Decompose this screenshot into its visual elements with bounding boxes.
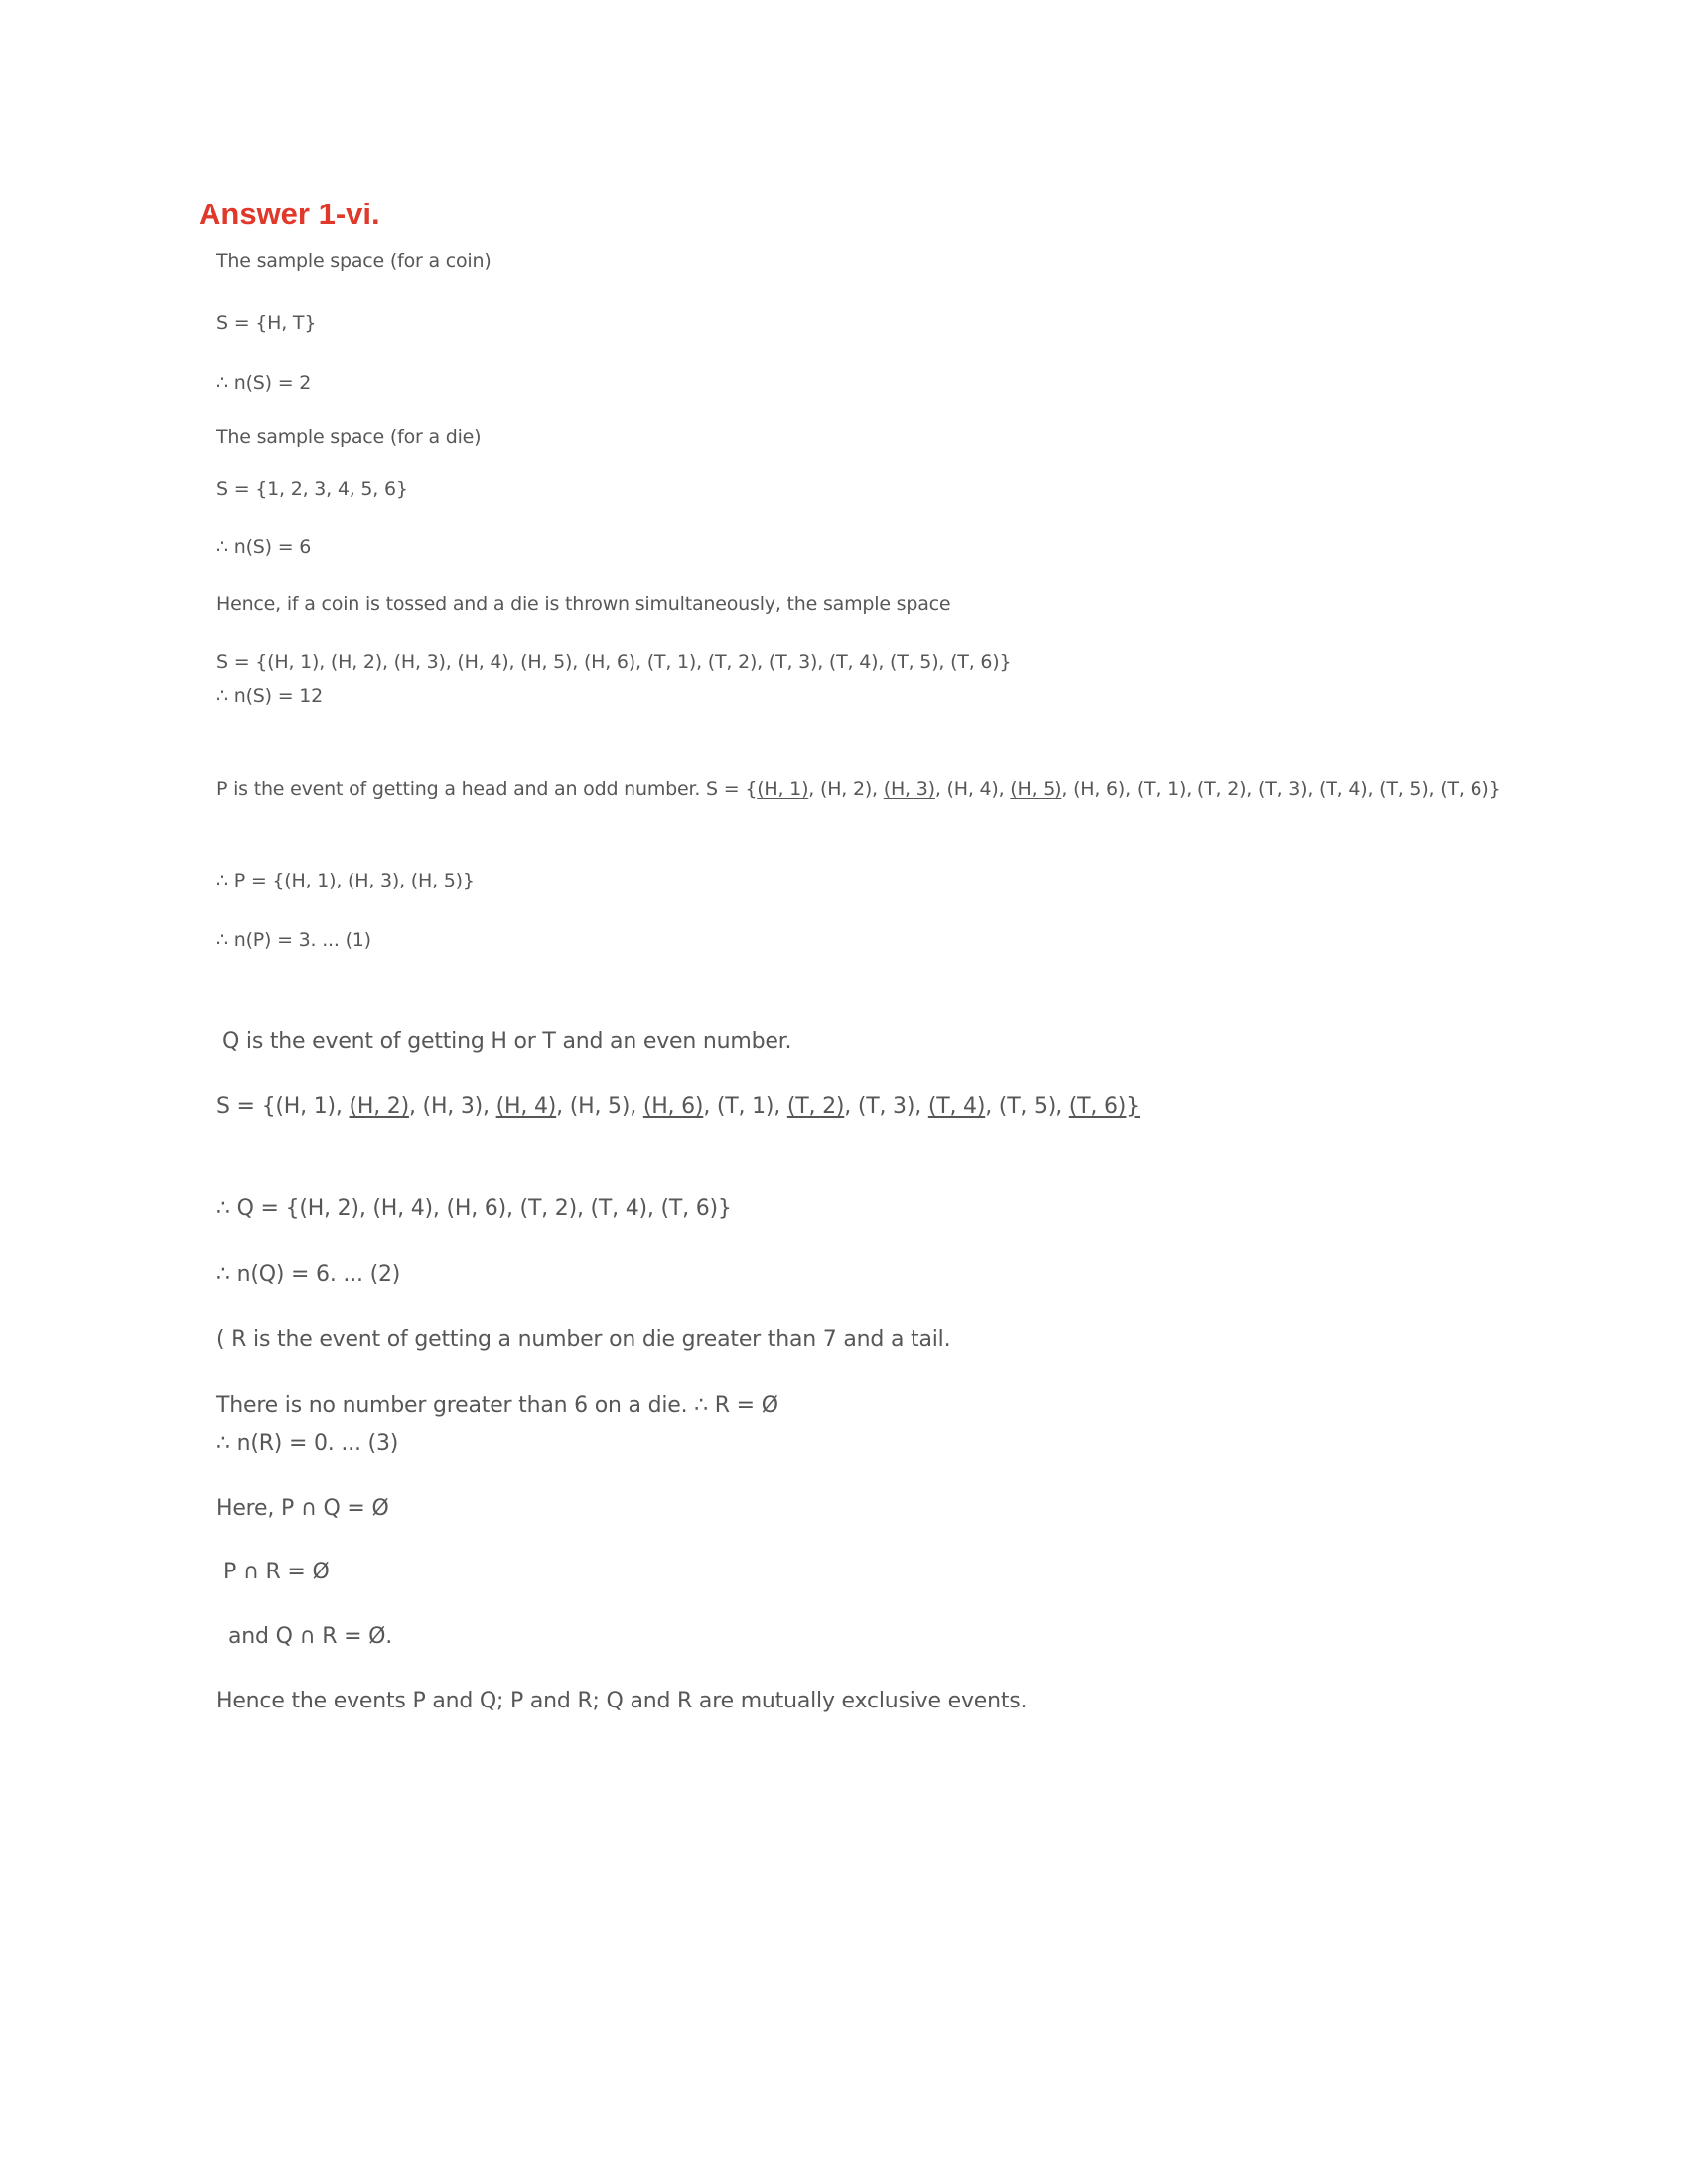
event-q-sample-line — [216, 1094, 1140, 1119]
outcome-text: , (H, 3), — [408, 1094, 496, 1119]
favourable-outcome: (H, 4) — [495, 1094, 557, 1119]
favourable-outcome: (H, 2) — [349, 1094, 409, 1119]
outcome-text: , (H, 2), — [808, 778, 884, 800]
event-r-count: ∴ n(R) = 0. ... (3) — [216, 1432, 399, 1456]
favourable-outcome: (H, 3) — [883, 778, 935, 800]
event-p-description: P is the event of getting a head and an odd number. S = { — [216, 778, 758, 800]
event-q-description: Q is the event of getting H or T and an even number. — [222, 1029, 792, 1054]
outcome-text: , (T, 3), — [844, 1094, 928, 1119]
favourable-outcome: (T, 2) — [786, 1094, 845, 1119]
event-p-sample-line — [216, 778, 1501, 800]
coin-sample-space-intro: The sample space (for a coin) — [216, 250, 492, 272]
combined-sample-space: S = {(H, 1), (H, 2), (H, 3), (H, 4), (H, 5), (H, 6), (T, 1), (T, 2), (T, 3), (T, 4), (T, 5), (T, 6)} — [216, 651, 1012, 673]
event-r-reason: There is no number greater than 6 on a die. ∴ R = Ø — [216, 1393, 778, 1418]
die-sample-space-intro: The sample space (for a die) — [216, 426, 482, 448]
intersection-p-q: Here, P ∩ Q = Ø — [216, 1496, 389, 1521]
outcome-text: , (T, 5), — [985, 1094, 1069, 1119]
conclusion: Hence the events P and Q; P and R; Q and R are mutually exclusive events. — [216, 1689, 1028, 1713]
event-q-set: ∴ Q = {(H, 2), (H, 4), (H, 6), (T, 2), (T, 4), (T, 6)} — [216, 1196, 732, 1221]
outcome-text: , (H, 4), — [934, 778, 1011, 800]
favourable-outcome: (T, 6)} — [1068, 1094, 1140, 1119]
answer-heading: Answer 1-vi. — [199, 197, 380, 231]
intersection-p-r: P ∩ R = Ø — [223, 1560, 330, 1584]
coin-sample-count: ∴ n(S) = 2 — [216, 372, 312, 394]
event-p-set: ∴ P = {(H, 1), (H, 3), (H, 5)} — [216, 870, 475, 891]
combined-sample-space-intro: Hence, if a coin is tossed and a die is thrown simultaneously, the sample space — [216, 593, 951, 614]
die-sample-space: S = {1, 2, 3, 4, 5, 6} — [216, 478, 408, 500]
favourable-outcome: (H, 5) — [1010, 778, 1062, 800]
combined-sample-count: ∴ n(S) = 12 — [216, 685, 324, 707]
favourable-outcome: (H, 6) — [642, 1094, 704, 1119]
die-sample-count: ∴ n(S) = 6 — [216, 536, 312, 558]
event-r-description: ( R is the event of getting a number on die greater than 7 and a tail. — [216, 1327, 951, 1352]
event-p-count: ∴ n(P) = 3. ... (1) — [216, 929, 371, 951]
coin-sample-space: S = {H, T} — [216, 312, 317, 334]
favourable-outcome: (T, 4) — [927, 1094, 986, 1119]
outcome-text: , (H, 6), (T, 1), (T, 2), (T, 3), (T, 4), (T, 5), (T, 6)} — [1061, 778, 1501, 800]
outcome-text: S = {(H, 1), — [216, 1094, 350, 1119]
event-q-count: ∴ n(Q) = 6. ... (2) — [216, 1262, 401, 1287]
intersection-q-r: and Q ∩ R = Ø. — [228, 1624, 393, 1649]
favourable-outcome: (H, 1) — [757, 778, 809, 800]
outcome-text: , (H, 5), — [556, 1094, 643, 1119]
outcome-text: , (T, 1), — [703, 1094, 787, 1119]
